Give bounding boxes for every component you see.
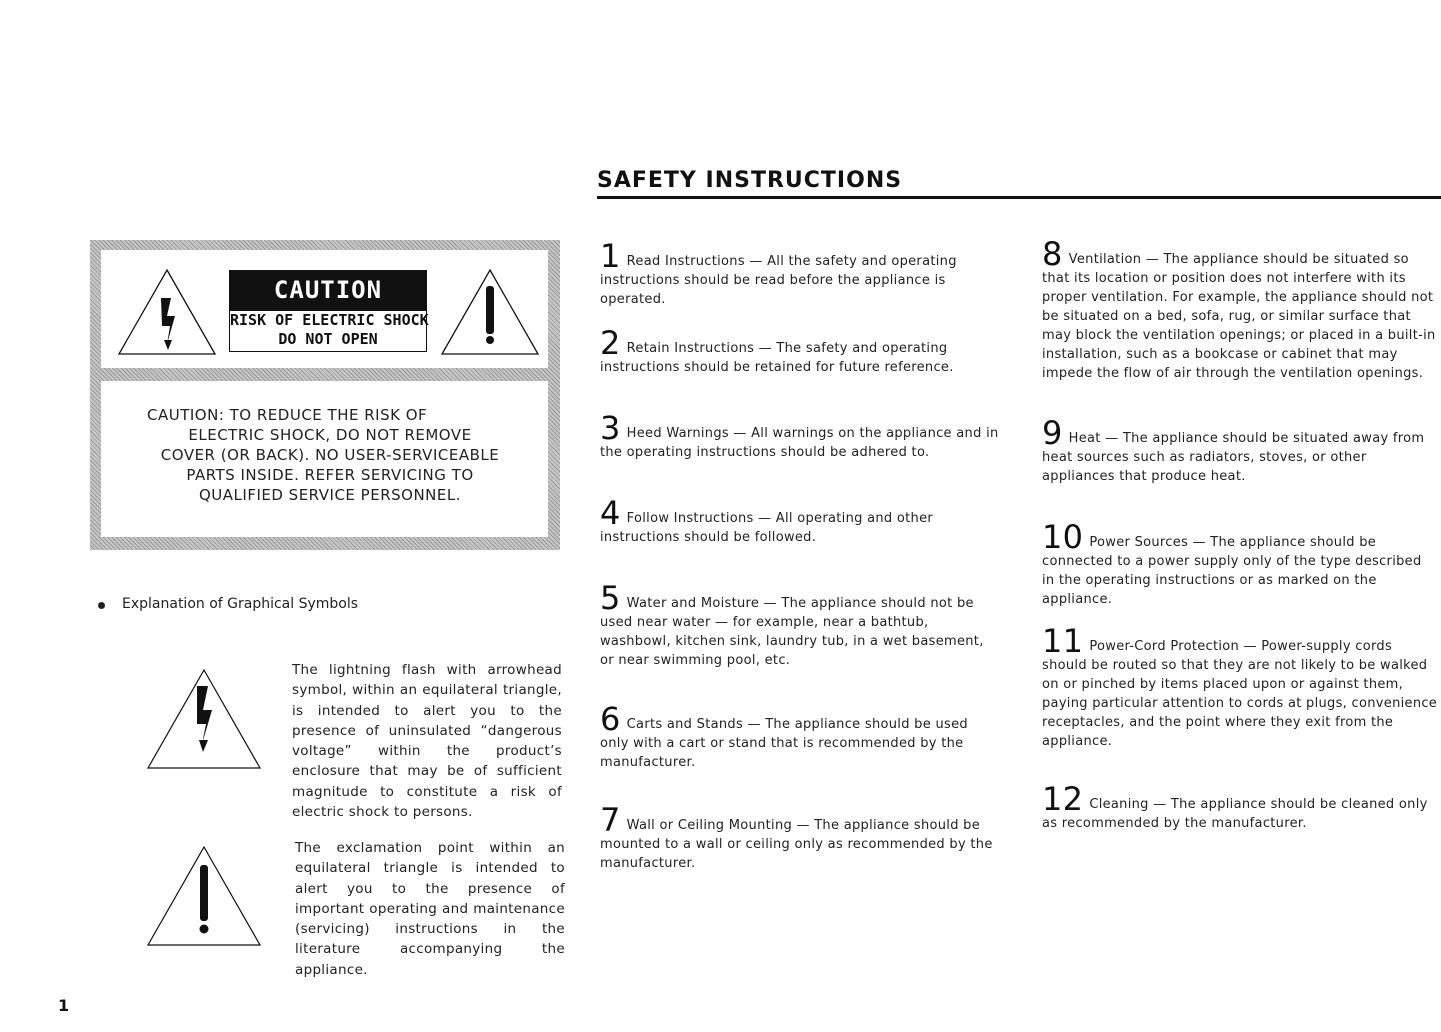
instruction-text: Power Sources — The appliance should be connected to a power supply only of the type described in the operating instructions or as marked on the appliance. (1042, 535, 1422, 607)
instruction-item (600, 237, 1000, 309)
instruction-text: Retain Instructions — The safety and operating instructions should be retained for future reference. (600, 341, 954, 375)
caution-body-line: QUALIFIED SERVICE PERSONNEL. (199, 486, 461, 504)
instruction-text: Wall or Ceiling Mounting — The appliance should be mounted to a wall or ceiling only as recommended by the manufacturer. (600, 818, 993, 871)
symbol-description-exclamation: The exclamation point within an equilateral triangle is intended to alert you to the presence of important operating and maintenance (servicing) instructions in the literature accompanying the appliance. (295, 840, 565, 978)
caution-heading: CAUTION (229, 270, 427, 310)
exclamation-triangle-icon (146, 845, 262, 947)
symbol-description-lightning: The lightning flash with arrowhead symbol, within an equilateral triangle, is intended to alert you to the presence of uninsulated “dangerous voltage” within the product’s enclosure that may be of sufficient magnitude to constitute a risk of electric shock to persons. (292, 662, 562, 821)
caution-body-line: ELECTRIC SHOCK, DO NOT REMOVE (188, 426, 472, 444)
caution-line-1: RISK OF ELECTRIC SHOCK (230, 311, 429, 329)
instruction-text: Power-Cord Protection — Power-supply cords should be routed so that they are not likely to be walked on or pinched by items placed upon or against them, paying particular attention to cords at plugs, convenience receptacles, and the point where they exit from the appliance. (1042, 639, 1438, 749)
page-number: 1 (58, 996, 70, 1015)
caution-line-2: DO NOT OPEN (278, 330, 378, 348)
instruction-number: 5 (600, 579, 621, 617)
instruction-item (600, 324, 1000, 377)
instruction-text: Ventilation — The appliance should be situated so that its location or position does not interfere with its proper ventilation. For example, the appliance should not be situated on a bed, sofa, rug, or similar surface that may block the ventilation openings; or placed in a built-in installation, such as a bookcase or cabinet that may impede the flow of air through the ventilation openings. (1042, 252, 1436, 381)
instruction-text: Heat — The appliance should be situated away from heat sources such as radiators, stoves, or other appliances that produce heat. (1042, 431, 1425, 484)
instruction-number: 10 (1042, 518, 1084, 556)
instruction-text: Carts and Stands — The appliance should be used only with a cart or stand that is recommended by the manufacturer. (600, 717, 968, 770)
instruction-item (1042, 414, 1438, 486)
instruction-number: 1 (600, 237, 621, 275)
lightning-triangle-icon (146, 668, 262, 770)
instruction-number: 12 (1042, 780, 1084, 818)
bullet-icon (98, 602, 105, 609)
instruction-item (600, 409, 1000, 462)
caution-subheading (229, 310, 427, 352)
instruction-item (1042, 622, 1438, 751)
caution-body-line: COVER (OR BACK). NO USER-SERVICEABLE (160, 446, 500, 464)
instruction-item (600, 700, 1000, 772)
instruction-number: 7 (600, 801, 621, 839)
instruction-item (600, 801, 1000, 873)
instruction-number: 9 (1042, 414, 1063, 452)
instruction-number: 11 (1042, 622, 1084, 660)
instruction-text: Cleaning — The appliance should be cleaned only as recommended by the manufacturer. (1042, 797, 1428, 831)
instruction-item (600, 579, 1000, 670)
lightning-triangle-icon (117, 268, 217, 356)
caution-body-line: PARTS INSIDE. REFER SERVICING TO (186, 466, 474, 484)
instruction-number: 8 (1042, 235, 1063, 273)
instruction-item (1042, 518, 1438, 609)
instruction-text: Follow Instructions — All operating and other instructions should be followed. (600, 511, 934, 545)
instruction-text: Read Instructions — All the safety and operating instructions should be read before the appliance is operated. (600, 254, 957, 307)
instruction-text: Heed Warnings — All warnings on the appliance and in the operating instructions should be adhered to. (600, 426, 999, 460)
instruction-item (1042, 235, 1438, 383)
instruction-item (600, 494, 1000, 547)
symbols-heading: Explanation of Graphical Symbols (122, 596, 359, 612)
title-rule (597, 196, 1441, 199)
exclamation-triangle-icon (440, 268, 540, 356)
instruction-number: 6 (600, 700, 621, 738)
caution-body (110, 405, 550, 505)
page-title: SAFETY INSTRUCTIONS (597, 168, 903, 193)
instruction-item (1042, 780, 1438, 833)
caution-body-line: CAUTION: TO REDUCE THE RISK OF (147, 406, 428, 424)
instruction-number: 2 (600, 324, 621, 362)
instruction-text: Water and Moisture — The appliance should not be used near water — for example, near a bathtub, washbowl, kitchen sink, laundry tub, in a wet basement, or near swimming pool, etc. (600, 596, 984, 668)
instruction-number: 4 (600, 494, 621, 532)
instruction-number: 3 (600, 409, 621, 447)
